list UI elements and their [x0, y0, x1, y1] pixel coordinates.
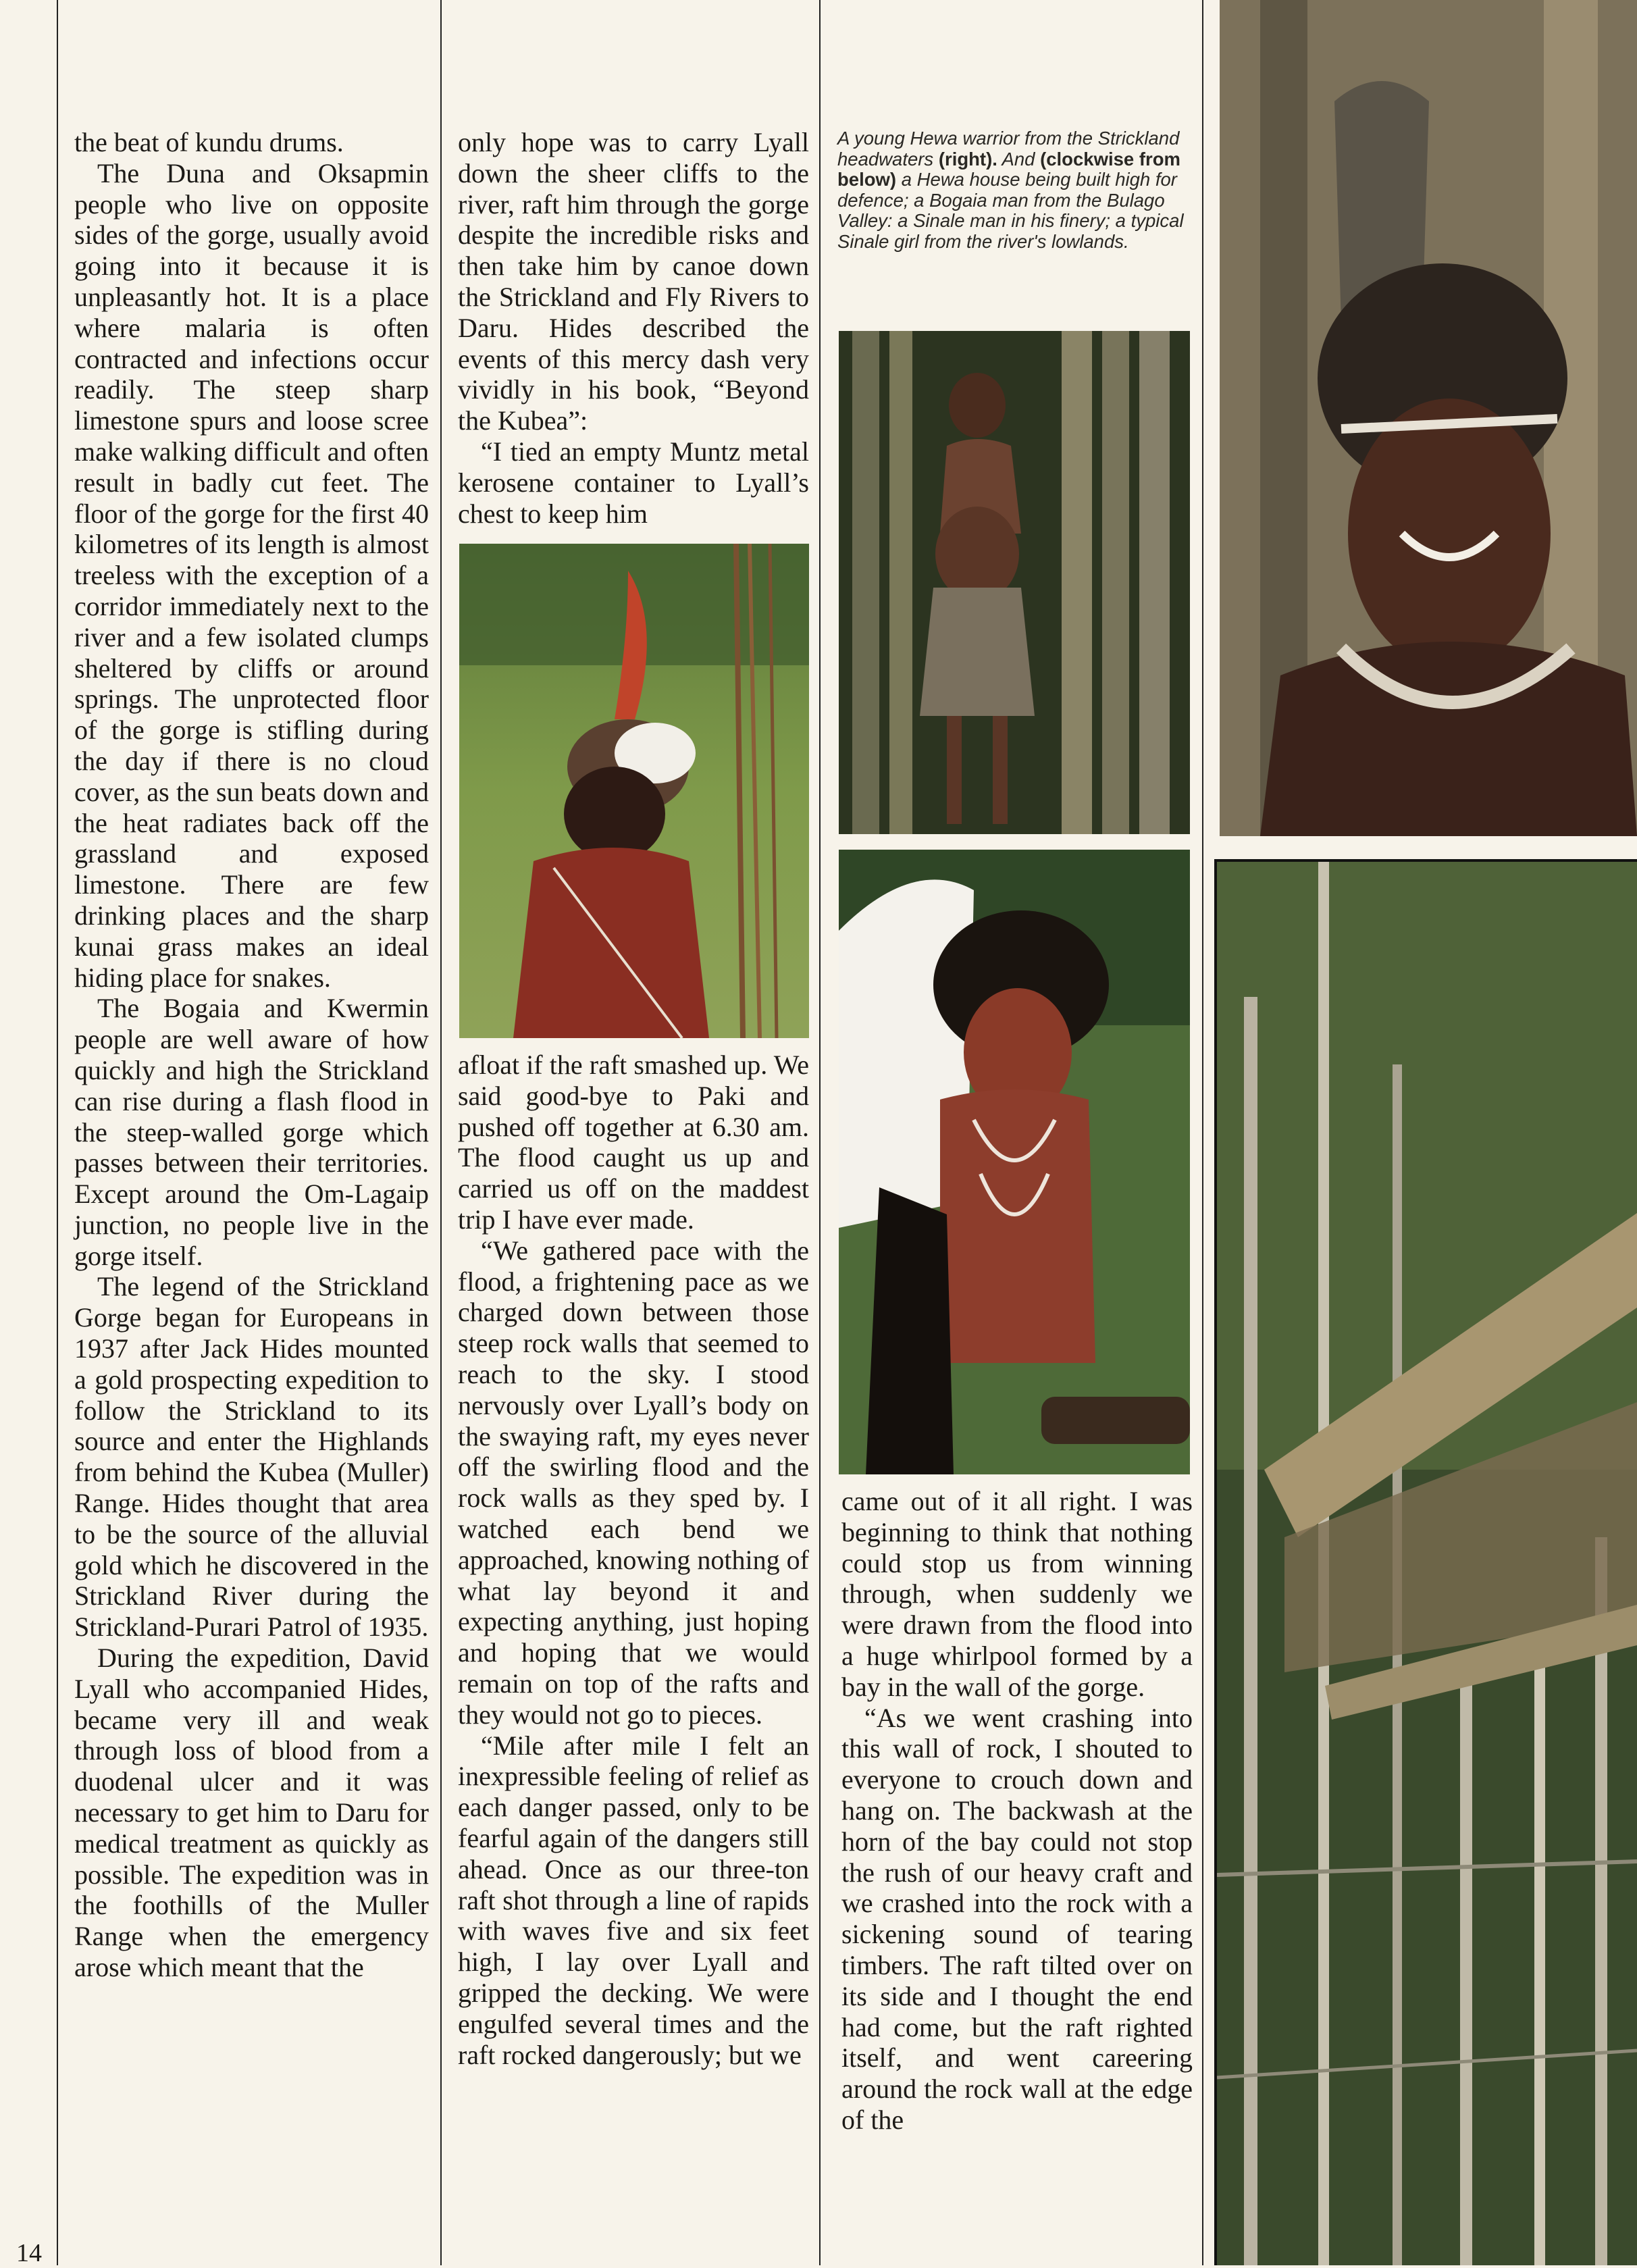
paragraph: came out of it all right. I was beginning to think that nothing could stop us from winning through, when suddenly we were drawn from the flood into a huge whirlpool formed by a bay in the wall of the gorge.	[841, 1486, 1193, 1702]
column-rule-1	[57, 0, 58, 2265]
paragraph: The Duna and Oksapmin people who live on opposite sides of the gorge, usually avoid going into it because it is unpleasantly hot. It is a place where malaria is often contracted and infections occur readily. The steep sharp limestone spurs and loose scree make walking difficult and often result in badly cut feet. The floor of the gorge for the first 40 kilometres of its length is almost treeless with the exception of a corridor immediately next to the river and a few isolated clumps sheltered by cliffs or around springs. The unprotected floor of the gorge is stifling during the day if there is no cloud cover, as the sun beats down and the heat radiates back off the grassland and exposed limestone. There are few drinking places and the sharp kunai grass makes an ideal hiding place for snakes.	[74, 157, 429, 993]
caption-direction-label: (clockwise from below)	[837, 148, 1180, 190]
article-column-1	[74, 127, 429, 1983]
paragraph: “We gathered pace with the flood, a frightening pace as we charged down between those steep rock walls that seemed to reach to the sky. I stood nervously over Lyall’s body on the swaying raft, my eyes never off the swirling flood and the rock walls as they sped by. I watched each bend we approached, knowing nothing of what lay beyond it and expecting anything, just hoping and hoping that we would remain on top of the rafts and they would not go to pieces.	[458, 1235, 809, 1730]
paragraph: The Bogaia and Kwermin people are well aware of how quickly and high the Strickland can rise during a flash flood in the steep-walled gorge which passes between their territories. Except around the Om-Lagaip junction, no people live in the gorge itself.	[74, 993, 429, 1271]
caption-text: A young Hewa warrior from the Strickland headwaters	[837, 128, 1180, 170]
paragraph: “As we went crashing into this wall of rock, I shouted to everyone to crouch down and hang on. The backwash at the horn of the bay could not stop the rush of our heavy craft and we crashed into the rock with a sickening sound of tearing timbers. The raft tilted over on its side and I thought the end had come, but the raft righted itself, and went careering around the rock wall at the edge of the	[841, 1702, 1193, 2135]
article-column-2-bottom	[458, 1050, 809, 2070]
paragraph: the beat of kundu drums.	[74, 127, 344, 157]
column-rule-2	[440, 0, 442, 2265]
photo-caption	[837, 128, 1205, 252]
caption-text: And	[997, 148, 1041, 170]
paragraph: The legend of the Strickland Gorge began for Europeans in 1937 after Jack Hides mounted a gold prospecting expedition to follow the Strickland to its source and enter the Highlands from behind the Kubea (Muller) Range. Hides thought that area to be the source of the alluvial gold which he discovered in the Strickland River during the Strickland-Purari Patrol of 1935.	[74, 1271, 429, 1643]
paragraph: “I tied an empty Muntz metal kerosene container to Lyall’s chest to keep him	[458, 436, 809, 529]
paragraph: During the expedition, David Lyall who accompanied Hides, became very ill and weak through loss of blood from a duodenal ulcer and it was necessary to get him to Daru for medical treatment as quickly as possible. The expedition was in the foothills of the Muller Range when the emergency arose which meant that the	[74, 1643, 429, 1983]
caption-direction-label: (right).	[938, 148, 997, 170]
paragraph: “Mile after mile I felt an inexpressible feeling of relief as each danger passed, only to be fearful again of the dangers still ahead. Once as our three-ton raft shot through a line of rapids with waves five and six feet high, I lay over Lyall and gripped the decking. We were engulfed several times and the raft rocked dangerously; but we	[458, 1730, 809, 2070]
bogaia-man-photo	[459, 544, 809, 1038]
paragraph: only hope was to carry Lyall down the sheer cliffs to the river, raft him through the gorge despite the incredible risks and then take him by canoe down the Strickland and Fly Rivers to Daru. Hides described the events of this mercy dash very vividly in his book, “Beyond the Kubea”:	[458, 127, 809, 436]
hewa-house-photo	[1214, 859, 1637, 2265]
sinale-girl-photo	[839, 331, 1190, 834]
column-rule-3	[819, 0, 821, 2265]
article-column-3-bottom	[841, 1486, 1193, 2136]
paragraph: afloat if the raft smashed up. We said good-bye to Paki and pushed off together at 6.30 am. The flood caught us up and carried us off on the maddest trip I have ever made.	[458, 1050, 809, 1235]
hewa-warrior-photo	[1220, 0, 1637, 836]
sinale-man-photo	[839, 850, 1190, 1474]
column-rule-4	[1202, 0, 1203, 2265]
article-column-2-top	[458, 127, 809, 529]
caption-text: a Hewa house being built high for defence; a Bogaia man from the Bulago Valley: a Sinale man in his finery; a typical Sinale girl from the river's lowlands.	[837, 169, 1184, 252]
page-number: 14	[16, 2239, 42, 2267]
